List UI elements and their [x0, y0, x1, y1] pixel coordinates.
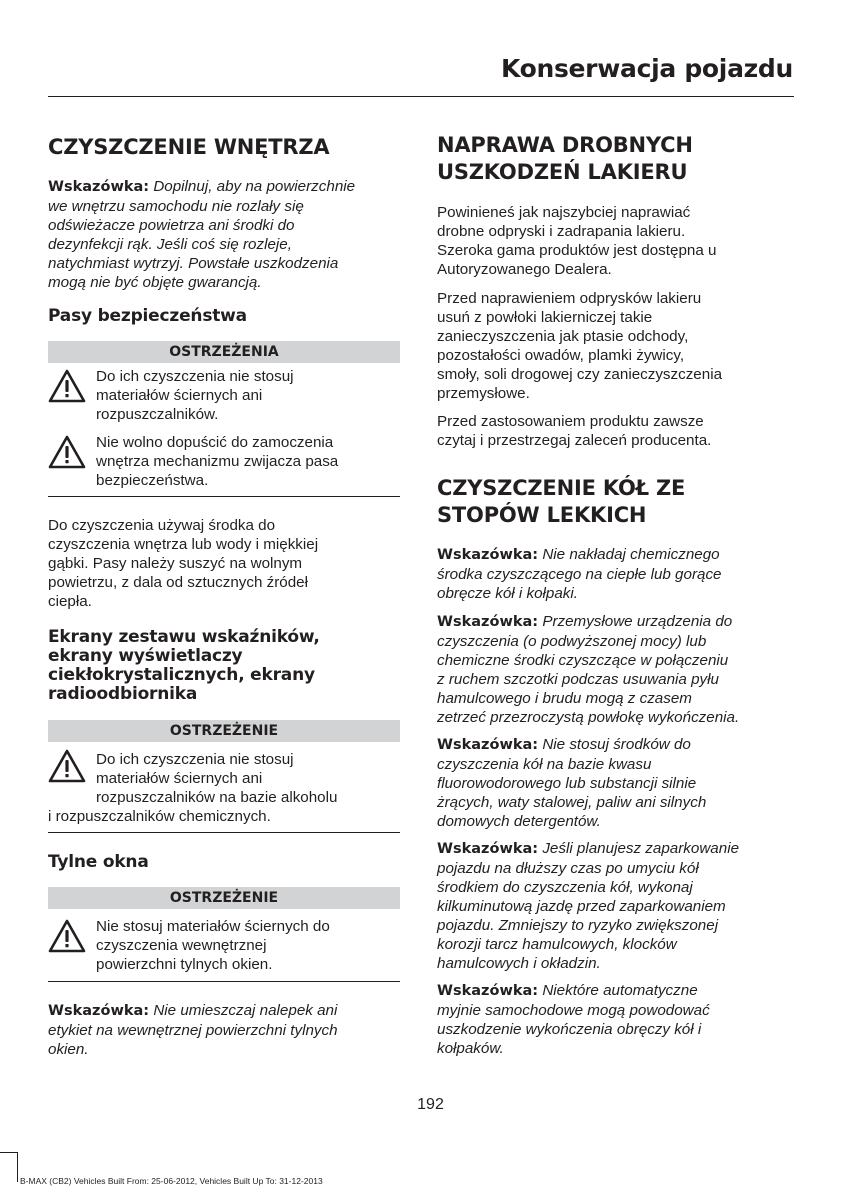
- warning-line: powierzchni tylnych okien.: [96, 956, 273, 973]
- note-line: myjnie samochodowe mogą powodować: [437, 1002, 710, 1019]
- para-line: zanieczyszczenia jak ptasie odchody,: [437, 328, 689, 345]
- title-rule: [48, 96, 794, 97]
- note-line: pojazdu na dłuższy czas po umyciu kół: [437, 860, 699, 877]
- note-line: żrących, waty stalowej, paliw ani silnych: [437, 794, 707, 811]
- note-line: chemiczne środki czyszczące w połączeniu: [437, 652, 729, 669]
- note-wheels: [437, 612, 789, 727]
- para-line: Powinieneś jak najszybciej naprawiać: [437, 204, 691, 221]
- note-line: korozji tarcz hamulcowych, klocków: [437, 936, 677, 953]
- section-divider: [48, 981, 400, 982]
- heading-line: NAPRAWA DROBNYCH: [437, 133, 693, 157]
- section-heading-alloy-wheels: [437, 475, 789, 529]
- para-line: czytaj i przestrzegaj zaleceń producenta.: [437, 432, 712, 449]
- warning-bar: OSTRZEŻENIA: [48, 341, 400, 363]
- heading-line: STOPÓW LEKKICH: [437, 503, 647, 527]
- warning-triangle-icon: [48, 435, 86, 469]
- note-line: Przemysłowe urządzenia do: [542, 613, 733, 630]
- warning-text: [96, 750, 402, 807]
- note-line: hamulcowego i brudu mogą z czasem: [437, 690, 692, 707]
- paragraph: [48, 516, 400, 611]
- para-line: przemysłowe.: [437, 385, 530, 402]
- crop-mark: [0, 1152, 17, 1153]
- section-divider: [48, 496, 400, 497]
- note-line: środkiem do czyszczenia kół, wykonaj: [437, 879, 693, 896]
- note-line: we wnętrzu samochodu nie rozlały się: [48, 198, 304, 215]
- note-line: czyszczenia (o podwyższonej mocy) lub: [437, 633, 707, 650]
- para-line: Przed naprawieniem odprysków lakieru: [437, 290, 702, 307]
- note-line: kołpaków.: [437, 1040, 504, 1057]
- warning-line: rozpuszczalników na bazie alkoholu: [96, 789, 338, 806]
- note-line: okien.: [48, 1041, 89, 1058]
- heading-line: CZYSZCZENIE KÓŁ ZE: [437, 476, 686, 500]
- note-line: odświeżacze powietrza ani środki do: [48, 217, 295, 234]
- warning-bar: OSTRZEŻENIE: [48, 720, 400, 742]
- note-line: natychmiast wytrzyj. Powstałe uszkodzenia: [48, 255, 339, 272]
- section-heading-paint-repair: [437, 132, 789, 186]
- warning-bar: OSTRZEŻENIE: [48, 887, 400, 909]
- warning-text: [96, 917, 402, 974]
- warning-triangle-icon: [48, 749, 86, 783]
- page-number: 192: [417, 1096, 444, 1113]
- note-line: kilkuminutową jazdę przed zaparkowaniem: [437, 898, 726, 915]
- warning-line: rozpuszczalników.: [96, 406, 219, 423]
- note-line: domowych detergentów.: [437, 813, 601, 830]
- para-line: gąbki. Pasy należy suszyć na wolnym: [48, 555, 303, 572]
- note-label: Wskazówka:: [437, 983, 539, 999]
- note-line: z ruchem szczotki podczas usuwania pyłu: [437, 671, 719, 688]
- warning-line: wnętrza mechanizmu zwijacza pasa: [96, 453, 339, 470]
- note-line: mogą nie być objęte gwarancją.: [48, 274, 262, 291]
- subheading-line: ekrany wyświetlaczy: [48, 646, 243, 666]
- subheading-line: ciekłokrystalicznych, ekrany: [48, 665, 315, 685]
- warning-line: Nie wolno dopuścić do zamoczenia: [96, 434, 334, 451]
- warning-line: Do ich czyszczenia nie stosuj: [96, 751, 294, 768]
- warning-line: Nie stosuj materiałów ściernych do: [96, 918, 330, 935]
- para-line: smoły, soli drogowej czy zanieczyszczenia: [437, 366, 723, 383]
- note-line: dezynfekcji rąk. Jeśli coś się rozleje,: [48, 236, 292, 253]
- note-label: Wskazówka:: [437, 737, 539, 753]
- para-line: powietrzu, z dala od sztucznych źródeł: [48, 574, 309, 591]
- note-label: Wskazówka:: [48, 179, 150, 195]
- note-line: Jeśli planujesz zaparkowanie: [542, 840, 740, 857]
- para-line: Przed zastosowaniem produktu zawsze: [437, 413, 704, 430]
- note-line: Dopilnuj, aby na powierzchnie: [153, 178, 356, 195]
- note-line: fluorowodorowego lub substancji silnie: [437, 775, 697, 792]
- section-heading-interior-cleaning: CZYSZCZENIE WNĘTRZA: [48, 135, 330, 159]
- note-rear-windows: [48, 1001, 400, 1059]
- note-line: pojazdu. Zmniejszy to ryzyko zwiększonej: [437, 917, 719, 934]
- warning-triangle-icon: [48, 369, 86, 403]
- warning-line: Do ich czyszczenia nie stosuj: [96, 368, 294, 385]
- note-line: czyszczenia kół na bazie kwasu: [437, 756, 652, 773]
- paragraph: [437, 289, 789, 403]
- warning-line: bezpieczeństwa.: [96, 472, 209, 489]
- note-line: Nie stosuj środków do: [542, 736, 691, 753]
- para-line: Autoryzowanego Dealera.: [437, 261, 612, 278]
- note-line: Niektóre automatyczne: [542, 982, 698, 999]
- note-label: Wskazówka:: [437, 841, 539, 857]
- para-line: drobne odpryski i zadrapania lakieru.: [437, 223, 686, 240]
- warning-text: [96, 367, 402, 424]
- note-line: obręcze kół i kołpaki.: [437, 585, 578, 602]
- para-line: czyszczenia wnętrza lub wody i miękkiej: [48, 536, 319, 553]
- note-line: Nie umieszczaj nalepek ani: [153, 1002, 338, 1019]
- subheading-rear-windows: Tylne okna: [48, 852, 149, 872]
- para-line: pozostałości owadów, plamki żywicy,: [437, 347, 685, 364]
- note-interior: [48, 177, 400, 292]
- note-line: uszkodzenie wykończenia obręczy kół i: [437, 1021, 702, 1038]
- subheading-line: radioodbiornika: [48, 684, 198, 704]
- warning-line: materiałów ściernych ani: [96, 387, 263, 404]
- subheading-screens: [48, 628, 400, 704]
- paragraph: [437, 203, 789, 279]
- footer-vehicle-info: B-MAX (CB2) Vehicles Built From: 25-06-2012, Vehicles Built Up To: 31-12-2013: [20, 1176, 323, 1186]
- para-line: Do czyszczenia używaj środka do: [48, 517, 276, 534]
- note-line: Nie nakładaj chemicznego: [542, 546, 720, 563]
- note-label: Wskazówka:: [48, 1003, 150, 1019]
- note-label: Wskazówka:: [437, 547, 539, 563]
- crop-mark: [17, 1152, 18, 1182]
- warning-line: czyszczenia wewnętrznej: [96, 937, 267, 954]
- subheading-line: Ekrany zestawu wskaźników,: [48, 627, 320, 647]
- note-line: hamulcowych i okładzin.: [437, 955, 601, 972]
- subheading-seat-belts: Pasy bezpieczeństwa: [48, 306, 247, 326]
- page-title: Konserwacja pojazdu: [500, 54, 793, 83]
- para-line: ciepła.: [48, 593, 92, 610]
- warning-text: [96, 433, 402, 490]
- warning-triangle-icon: [48, 919, 86, 953]
- note-label: Wskazówka:: [437, 614, 539, 630]
- para-line: usuń z powłoki lakierniczej takie: [437, 309, 653, 326]
- warning-line: materiałów ściernych ani: [96, 770, 263, 787]
- note-wheels: [437, 839, 789, 973]
- para-line: Szeroka gama produktów jest dostępna u: [437, 242, 717, 259]
- note-wheels: [437, 735, 789, 831]
- note-line: zetrzeć przezroczystą powłokę wykończenia.: [437, 709, 740, 726]
- note-wheels: [437, 545, 789, 603]
- section-divider: [48, 832, 400, 833]
- note-wheels: [437, 981, 789, 1058]
- paragraph: [437, 412, 789, 450]
- warning-text-continued: i rozpuszczalników chemicznych.: [48, 808, 271, 825]
- note-line: środka czyszczącego na ciepłe lub gorące: [437, 566, 722, 583]
- note-line: etykiet na wewnętrznej powierzchni tylnych: [48, 1022, 338, 1039]
- heading-line: USZKODZEŃ LAKIERU: [437, 160, 688, 184]
